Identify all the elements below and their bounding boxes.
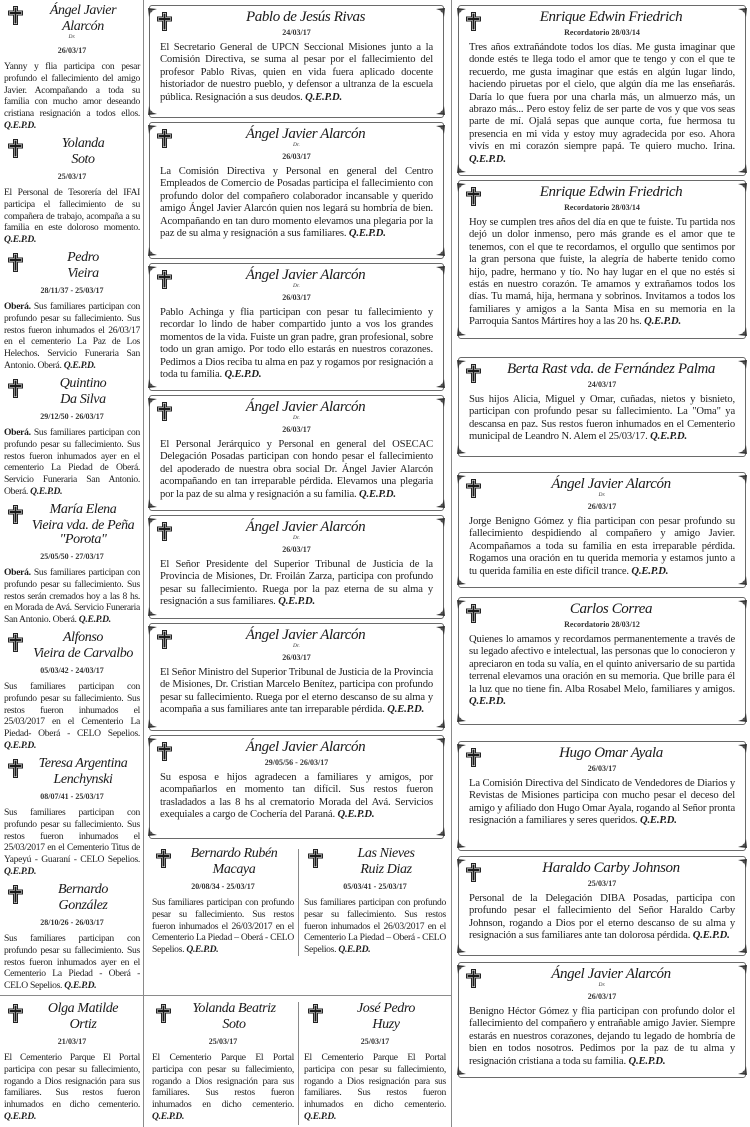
qepd-text: Q.E.P.D. [4, 865, 37, 877]
cross-icon [308, 849, 323, 868]
cross-icon [157, 742, 172, 761]
floral-corner-icon [436, 383, 445, 392]
deceased-name: Vieira de Carvalbo [33, 646, 133, 661]
honorific-title: Dr. [598, 982, 606, 988]
cross-icon [466, 604, 481, 623]
deceased-name: Enrique Edwin Friedrich [539, 184, 683, 200]
notice-body [160, 166, 433, 240]
notice-body [152, 897, 294, 956]
floral-corner-icon [436, 514, 445, 523]
notice-body [469, 42, 735, 166]
notice-date: 20/08/34 - 25/03/17 [191, 882, 255, 891]
notice-date: 26/03/17 [57, 46, 87, 55]
notice-body [4, 807, 140, 878]
notice-date: Recordatorio 28/03/14 [564, 28, 640, 37]
notice-body [4, 681, 140, 752]
floral-corner-icon [738, 471, 747, 480]
honorific-title: Dr. [293, 535, 300, 541]
floral-corner-icon [738, 4, 747, 13]
obituary-notice [4, 1000, 140, 1123]
deceased-name: Ángel Javier Alarcón [245, 627, 366, 643]
deceased-name: Quintino [59, 376, 107, 391]
floral-corner-icon [457, 580, 466, 589]
floral-corner-icon [436, 251, 445, 260]
deceased-name: Ángel Javier Alarcón [245, 739, 366, 755]
notice-date: 29/12/50 - 26/03/17 [40, 412, 104, 421]
cross-icon [157, 630, 172, 649]
qepd-text: Q.E.P.D. [4, 119, 37, 131]
cross-icon [466, 187, 481, 206]
body-text: El Cementerio Parque El Portal participa con pesar su fallecimiento, rogando a Dios resignación para sus familiares. Sus restos fueron inhumados en dicho cementerio. [152, 1052, 294, 1111]
honorific-title: Dr. [293, 283, 300, 289]
obituary-notice [458, 856, 746, 956]
floral-corner-icon [457, 4, 466, 13]
floral-corner-icon [738, 1070, 747, 1079]
floral-corner-icon [436, 622, 445, 631]
notice-body [4, 61, 140, 132]
honorific-title: Dr. [293, 643, 300, 649]
floral-corner-icon [738, 596, 747, 605]
notice-body [160, 439, 433, 501]
deceased-name: Las Nieves [357, 846, 415, 861]
obituary-notice [4, 135, 140, 246]
deceased-name: Bernardo Rubén [190, 846, 278, 861]
notice-body [469, 394, 735, 444]
obituary-notice [149, 735, 444, 839]
qepd-text: Q.E.P.D. [304, 1110, 337, 1122]
cross-icon [8, 253, 23, 272]
floral-corner-icon [738, 717, 747, 726]
cross-icon [466, 863, 481, 882]
qepd-text: Q.E.P.D. [337, 809, 375, 821]
obituary-notice [458, 741, 746, 851]
deceased-name: González [58, 898, 108, 913]
cross-icon [8, 633, 23, 652]
deceased-name: Lenchynski [53, 772, 113, 787]
floral-corner-icon [738, 356, 747, 365]
qepd-text: Q.E.P.D. [4, 1110, 37, 1122]
deceased-name: Ángel Javier Alarcón [551, 966, 671, 982]
body-text: El Cementerio Parque El Portal participa con pesar su fallecimiento, rogando a Dios resignación para sus familiares. Sus restos fueron inhumados en dicho cementerio. [4, 1052, 140, 1111]
notice-date: 26/03/17 [587, 764, 617, 773]
deceased-name: Pedro [67, 250, 99, 265]
column-rule-right [451, 0, 452, 1127]
notice-date: 25/03/17 [587, 879, 617, 888]
qepd-text: Q.E.P.D. [63, 359, 96, 371]
cross-icon [466, 969, 481, 988]
cross-icon [8, 6, 23, 25]
body-text: El Señor Ministro del Superior Tribunal de Justicia de la Provincia de Misiones, Dr. Cristian Marcelo Benítez, participa con profundo pesar su fallecimiento. Ruega por el eterno descanso de su alma y acompaña a sus familiares ante tan irreparable pérdida. [160, 667, 433, 716]
cross-icon [8, 759, 23, 778]
notice-body [4, 427, 140, 498]
body-text: El Personal de Tesorería del IFAI participa el fallecimiento de su compañera de trabajo, acompaña a su familia en este doloroso momento. [4, 187, 140, 234]
floral-corner-icon [457, 596, 466, 605]
deceased-name: Ángel Javier Alarcón [551, 476, 671, 492]
body-text: Sus familiares participan con profundo pesar su fallecimiento. Sus restos fueron inhumados ayer en el cementerio La Piedad de Oberá. Servicio Funeraria San Antonio. Oberá. [4, 427, 140, 497]
qepd-text: Q.E.P.D. [4, 739, 37, 751]
obituary-notice [4, 881, 140, 992]
deceased-name: Soto [71, 152, 95, 167]
floral-corner-icon [457, 961, 466, 970]
deceased-name: Berta Rast vda. de Fernández Palma [506, 361, 716, 377]
deceased-name: Ángel Javier [49, 3, 117, 18]
honorific-title: Dr. [598, 492, 606, 498]
floral-corner-icon [738, 179, 747, 188]
obituary-notice [458, 180, 746, 339]
qepd-text: Q.E.P.D. [628, 1055, 666, 1067]
notice-body [469, 893, 735, 943]
obituary-notice [4, 2, 140, 132]
floral-corner-icon [457, 948, 466, 957]
notice-date: 26/03/17 [282, 425, 311, 434]
body-text: Sus familiares participan con profundo pesar su fallecimiento. Sus restos fueron inhumados el 26/03/17 en el cementerio La Paz de Los Helechos. Servicio Funeraria San Antonio. Oberá. [4, 301, 140, 371]
cross-icon [466, 748, 481, 767]
notice-date: 25/05/50 - 27/03/17 [40, 552, 104, 561]
qepd-text: Q.E.P.D. [469, 696, 506, 708]
floral-corner-icon [738, 855, 747, 864]
notice-body [469, 634, 735, 708]
qepd-text: Q.E.P.D. [338, 944, 371, 956]
floral-corner-icon [738, 168, 747, 177]
notice-date: 25/03/17 [360, 1037, 390, 1046]
body-text: El Secretario General de UPCN Seccional Misiones junto a la Comisión Directiva, se suma al pesar por el fallecimiento del profesor Pablo Rivas, quien en vida fuera aplicado docente historiador de nuestro pueblo, y defensor a ultranza de la escuela pública. Resignación a sus deudos. [160, 42, 433, 103]
column-rule-left [143, 0, 144, 1127]
floral-corner-icon [738, 740, 747, 749]
obituary-notice [458, 472, 746, 588]
notice-body [160, 307, 433, 381]
qepd-text: Q.E.P.D. [639, 815, 677, 827]
deceased-name: Haraldo Carby Johnson [542, 860, 680, 876]
body-text: Sus familiares participan con profundo pesar su fallecimiento. Sus restos fueron inhumados el 25/03/2017 en el Cementerio La Piedad- Oberá - CELO Sepelios. [4, 681, 140, 740]
body-text: Pablo Achinga y flia participan con pesar tu fallecimiento y recordar lo lindo de haber compartido junto a vos los grandes momentos de la vida. Fuiste un gran padre, gran profesional, sobre todo un gran amigo. Por todo ello estarás en nuestros corazones. Pedimos a Dios reciba tu alma en paz y rogamos por resignación a toda tu familia. [160, 307, 433, 381]
notice-body [469, 217, 735, 329]
body-text: El Señor Presidente del Superior Tribunal de Justicia de la Provincia de Misiones, Dr. Froilán Zarza, participa con profundo pesar su fallecimiento. Ruega por la paz eterna de su alma y resignación a sus familiares. [160, 559, 433, 608]
notice-body [160, 772, 433, 822]
obituary-notice [458, 597, 746, 725]
qepd-text: Q.E.P.D. [692, 930, 730, 942]
cross-icon [8, 505, 23, 524]
notice-body [4, 567, 140, 626]
qepd-text: Q.E.P.D. [650, 431, 687, 443]
notice-date: Recordatorio 28/03/14 [564, 203, 640, 212]
floral-corner-icon [457, 356, 466, 365]
deceased-name: Macaya [212, 862, 256, 877]
body-text: Tres años extrañándote todos los días. Me gusta imaginar que donde estés te llega todo el amor que te tengo y con el que te recuerdo, me gusta imaginar que estás en algún lugar lindo, haciendo piruetas por el cielo, que algún día me las enseñarás. Daría lo que fuera por una charla más, un almuerzo más, un abrazo más... Pero estoy feliz de ser parte de vos y que vos seas parte de mí. Ojalá sepas que aunque corta, fue hermosa tu presencia en mi vida y estoy muy agradecida por eso. Ahora vivís en mi corazón siempre papá. Te quiero mucho. Irina. [469, 42, 735, 153]
floral-corner-icon [457, 740, 466, 749]
floral-corner-icon [457, 168, 466, 177]
notice-date: 28/11/37 - 25/03/17 [40, 286, 104, 295]
honorific-title: Dr. [293, 142, 300, 148]
floral-corner-icon [436, 4, 445, 13]
body-lead: Oberá. [4, 301, 31, 312]
floral-corner-icon [148, 503, 157, 512]
deceased-name: Alfonso [63, 630, 103, 645]
floral-corner-icon [738, 449, 747, 458]
cross-icon [157, 402, 172, 421]
notice-date: 08/07/41 - 25/03/17 [40, 792, 104, 801]
floral-corner-icon [148, 622, 157, 631]
notice-date: Recordatorio 28/03/12 [564, 620, 640, 629]
body-text: Yanny y flia participa con pesar profundo el fallecimiento del amigo Javier. Acompañando a toda su familia con mucho amor deseando cristiana resignación a todos ellos. [4, 61, 140, 120]
qepd-text: Q.E.P.D. [631, 565, 669, 577]
deceased-name: Vieira vda. de Peña "Porota" [31, 518, 135, 547]
obituary-notice [4, 249, 140, 372]
notice-date: 24/03/17 [587, 380, 617, 389]
qepd-text: Q.E.P.D. [305, 91, 342, 103]
body-lead: Oberá. [4, 427, 31, 438]
subcolumn-rule-top [298, 849, 299, 956]
qepd-text: Q.E.P.D. [186, 944, 219, 956]
deceased-name: Soto [222, 1017, 246, 1032]
body-text: Sus hijos Alicia, Miguel y Omar, cuñadas, nietos y bisnieto, participan con profundo pesar su fallecimiento. La "Oma" ya descansa en paz. Sus restos fueron inhumados en el Cementerio municipal de Leandro N. Alem el 25/03/17. [469, 394, 735, 443]
floral-corner-icon [436, 611, 445, 620]
floral-corner-icon [148, 262, 157, 271]
notice-date: 26/03/17 [587, 992, 617, 1001]
honorific-title: Dr. [293, 415, 300, 421]
deceased-name: Ruiz Diaz [360, 862, 412, 877]
floral-corner-icon [457, 331, 466, 340]
qepd-text: Q.E.P.D. [64, 980, 97, 992]
notice-date: 21/03/17 [57, 1037, 87, 1046]
deceased-name: Carlos Correa [569, 601, 653, 617]
notice-body [304, 1052, 446, 1123]
cross-icon [8, 1004, 23, 1023]
notice-date: 26/03/17 [282, 293, 311, 302]
deceased-name: Hugo Omar Ayala [559, 745, 663, 761]
floral-corner-icon [148, 121, 157, 130]
obituary-notice [4, 375, 140, 498]
floral-corner-icon [148, 110, 157, 119]
qepd-text: Q.E.P.D. [278, 596, 316, 608]
cross-icon [8, 139, 23, 158]
cross-icon [156, 1004, 171, 1023]
qepd-text: Q.E.P.D. [348, 228, 386, 240]
floral-corner-icon [148, 611, 157, 620]
qepd-text: Q.E.P.D. [152, 1110, 185, 1122]
notice-body [304, 897, 446, 956]
deceased-name: Vieira [67, 266, 99, 281]
floral-corner-icon [148, 4, 157, 13]
qepd-text: Q.E.P.D. [30, 485, 63, 497]
deceased-name: Bernardo [58, 882, 108, 897]
qepd-text: Q.E.P.D. [224, 369, 262, 381]
obituary-notice [149, 515, 444, 619]
obituary-notice [304, 1000, 446, 1123]
body-text: Personal de la Delegación DIBA Posadas, participa con profundo pesar el fallecimiento del Señor Haraldo Carby Johnson, rogando a Dios por el eterno descanso de su alma y resignación a sus familiares ante tan dolorosa pérdida. [469, 893, 735, 942]
floral-corner-icon [148, 514, 157, 523]
notice-date: 29/05/56 - 26/03/17 [264, 758, 329, 767]
deceased-name: Ángel Javier Alarcón [245, 519, 366, 535]
qepd-text: Q.E.P.D. [4, 234, 37, 246]
deceased-name: Ángel Javier Alarcón [245, 126, 366, 142]
body-text: Sus familiares participan con profundo pesar su fallecimiento. Sus restos serán cremados hoy a las 8 hs. en Morada de Avá. Servicio Funeraria San Antonio. Oberá. [4, 567, 140, 626]
floral-corner-icon [148, 383, 157, 392]
floral-corner-icon [436, 734, 445, 743]
floral-corner-icon [148, 723, 157, 732]
obituary-notice [4, 501, 140, 626]
deceased-name: Ángel Javier Alarcón [245, 267, 366, 283]
deceased-name: José Pedro [356, 1001, 416, 1016]
obituary-notice [458, 962, 746, 1078]
floral-corner-icon [457, 843, 466, 852]
notice-body [160, 42, 433, 104]
qepd-text: Q.E.P.D. [78, 614, 111, 626]
cross-icon [466, 12, 481, 31]
body-text: Sus familiares participan con profundo pesar su fallecimiento. Sus restos fueron inhumados el 26/03/2017 en el Cementerio La Piedad – Oberá - CELO Sepelios. [152, 897, 294, 956]
qepd-text: Q.E.P.D. [359, 488, 396, 500]
notice-date: 28/10/26 - 26/03/17 [40, 918, 104, 927]
obituary-notice [149, 122, 444, 259]
body-text: Sus familiares participan con profundo pesar su fallecimiento. Sus restos fueron inhumados el 25/03/2017 en el Cementerio Titus de Yapeyú - Guaraní - CELO Sepelios. [4, 807, 140, 866]
notice-date: 26/03/17 [282, 545, 311, 554]
cross-icon [156, 849, 171, 868]
deceased-name: Alarcón [62, 19, 104, 34]
body-text: Benigno Héctor Gómez y flia participan con profundo dolor el fallecimiento del compañero y entrañable amigo Javier. Siempre estarás en nuestros corazones, dejando tu legado de hombría de bien en todos nosotros. Pedimos por la paz de tu alma y resignación cristiana a toda su familia. [469, 1006, 735, 1067]
body-lead: Oberá. [4, 567, 31, 578]
obituary-notice [304, 845, 446, 956]
deceased-name: María Elena [49, 502, 117, 517]
body-text: Sus familiares participan con profundo pesar su fallecimiento. Sus restos fueron inhumados el 26/03/2017 en el Cementerio La Piedad – Oberá - CELO Sepelios. [304, 897, 446, 956]
deceased-name: Yolanda [61, 136, 105, 151]
obituary-notice [458, 5, 746, 176]
body-text: Hoy se cumplen tres años del día en que te fuiste. Tu partida nos dejó un dolor inmenso, pero más grande es el amor que te tenemos, con el que te recordamos, el orgullo que sentimos por la gran persona que fuiste, la alegría de haberte tenido como hijo, padre, hermano y tío. No hay lugar en el que no estés si estás en nuestro corazón. Te amamos y extrañamos todos los días. Tu mamá, hija, hermana y sobrinos. Invitamos a todos los familiares y amigos a la Santa Misa en su memoria en la Parroquia Santos Mártires hoy a las 20 hs. [469, 217, 735, 328]
body-text: Su esposa e hijos agradecen a familiares y amigos, por acompañarlos en momento tan difícil. Sus restos fueron trasladados a las 8 hs al crematorio Morada del Avá. Servicios exequiales a cargo de Cochería del Paraná. [160, 772, 433, 821]
body-text: La Comisión Directiva del Sindicato de Vendedores de Diarios y Revistas de Misiones participa con mucho pesar el deceso del amigo y afiliado don Hugo Omar Ayala, rogando al Señor pronta resignación a familiares y seres queridos. [469, 778, 735, 827]
cross-icon [157, 12, 172, 31]
obituary-notice [458, 357, 746, 457]
notice-date: 05/03/41 - 25/03/17 [343, 882, 407, 891]
deceased-name: Olga Matilde [47, 1001, 119, 1016]
notice-date: 25/03/17 [57, 172, 87, 181]
obituary-notice [4, 755, 140, 878]
body-text: Sus familiares participan con profundo pesar su fallecimiento. Sus restos fueron inhumados ayer en el Cementerio La Piedad - Oberá - CELO Sepelios. [4, 933, 140, 992]
cross-icon [8, 379, 23, 398]
floral-corner-icon [738, 331, 747, 340]
obituary-notice [149, 263, 444, 391]
obituary-notice [4, 629, 140, 752]
honorific-title: Dr. [68, 34, 76, 40]
floral-corner-icon [436, 394, 445, 403]
notice-body [469, 778, 735, 828]
deceased-name: Pablo de Jesús Rivas [245, 9, 366, 25]
cross-icon [466, 364, 481, 383]
notice-body [4, 301, 140, 372]
cross-icon [157, 129, 172, 148]
notice-body [469, 1006, 735, 1068]
floral-corner-icon [148, 394, 157, 403]
notice-body [4, 1052, 140, 1123]
cross-icon [466, 479, 481, 498]
floral-corner-icon [738, 961, 747, 970]
section-rule [0, 995, 451, 996]
floral-corner-icon [148, 734, 157, 743]
obituary-notice [149, 623, 444, 731]
subcolumn-rule-bottom [298, 1002, 299, 1125]
body-text: Jorge Benigno Gómez y flia participan con pesar profundo su fallecimiento despidiendo al compañero y amigo Javier. Acompañamos a toda su familia en esta irreparable pérdida. Rogamos una oración en tu querida memoria y estamos junto a tu querida familia en este difícil trance. [469, 516, 735, 577]
body-text: La Comisión Directiva y Personal en general del Centro Empleados de Comercio de Posadas participa el fallecimiento con profundo dolor del compañero colaborador incansable y querido amigo Ángel Javier Alarcón quien nos legará su hombría de bien. Acompañando en tan duro momento elevamos una plegaria por la paz de su alma y resignación a sus familiares. [160, 166, 433, 240]
floral-corner-icon [148, 251, 157, 260]
deceased-name: Enrique Edwin Friedrich [539, 9, 683, 25]
floral-corner-icon [457, 179, 466, 188]
floral-corner-icon [436, 110, 445, 119]
floral-corner-icon [457, 855, 466, 864]
floral-corner-icon [457, 471, 466, 480]
deceased-name: Ángel Javier Alarcón [245, 399, 366, 415]
notice-date: 05/03/42 - 24/03/17 [40, 666, 104, 675]
floral-corner-icon [436, 831, 445, 840]
body-text: El Cementerio Parque El Portal participa con pesar su fallecimiento, rogando a Dios resignación para sus familiares. Sus restos fueron inhumados en dicho cementerio. [304, 1052, 446, 1111]
deceased-name: Da Silva [60, 392, 106, 407]
floral-corner-icon [738, 948, 747, 957]
cross-icon [8, 885, 23, 904]
qepd-text: Q.E.P.D. [644, 316, 681, 328]
notice-date: 25/03/17 [208, 1037, 238, 1046]
notice-body [152, 1052, 294, 1123]
notice-date: 26/03/17 [282, 653, 311, 662]
notice-body [4, 933, 140, 992]
floral-corner-icon [148, 831, 157, 840]
deceased-name: Teresa Argentina [38, 756, 128, 771]
body-text: Quienes lo amamos y recordamos permanentemente a través de su legado afectivo e intelectual, las personas que lo conocieron y apreciaron en toda su valía, en el quinto aniversario de su partida terrenal elevamos una oración en su memoria. Que brille para él la luz que no tiene fin. Alba Rosabel Melo, familiares y amigos. [469, 634, 735, 695]
notice-body [469, 516, 735, 578]
obituary-notice [152, 1000, 294, 1123]
obituary-notice [152, 845, 294, 956]
body-text: El Personal Jerárquico y Personal en general del OSECAC Delegación Posadas participan con hondo pesar el fallecimiento del apoderado de nuestra obra social Dr. Ángel Javier Alarcón acompañando en tan irreparable pérdida. Elevamos una plegaria por la paz de su alma y resignación a su familia. [160, 439, 433, 500]
notice-body [160, 667, 433, 717]
notice-body [4, 187, 140, 246]
notice-date: 26/03/17 [587, 502, 617, 511]
deceased-name: Huzy [372, 1017, 400, 1032]
notice-date: 26/03/17 [282, 152, 311, 161]
floral-corner-icon [436, 723, 445, 732]
qepd-text: Q.E.P.D. [469, 153, 506, 165]
floral-corner-icon [436, 121, 445, 130]
floral-corner-icon [457, 717, 466, 726]
deceased-name: Ortiz [69, 1017, 97, 1032]
floral-corner-icon [457, 449, 466, 458]
obituary-notice [149, 395, 444, 511]
floral-corner-icon [436, 262, 445, 271]
floral-corner-icon [738, 580, 747, 589]
floral-corner-icon [457, 1070, 466, 1079]
cross-icon [157, 270, 172, 289]
cross-icon [308, 1004, 323, 1023]
notice-date: 24/03/17 [282, 28, 311, 37]
floral-corner-icon [436, 503, 445, 512]
floral-corner-icon [738, 843, 747, 852]
qepd-text: Q.E.P.D. [387, 704, 425, 716]
deceased-name: Yolanda Beatriz [192, 1001, 276, 1016]
cross-icon [157, 522, 172, 541]
notice-body [160, 559, 433, 609]
obituary-notice [149, 5, 444, 118]
